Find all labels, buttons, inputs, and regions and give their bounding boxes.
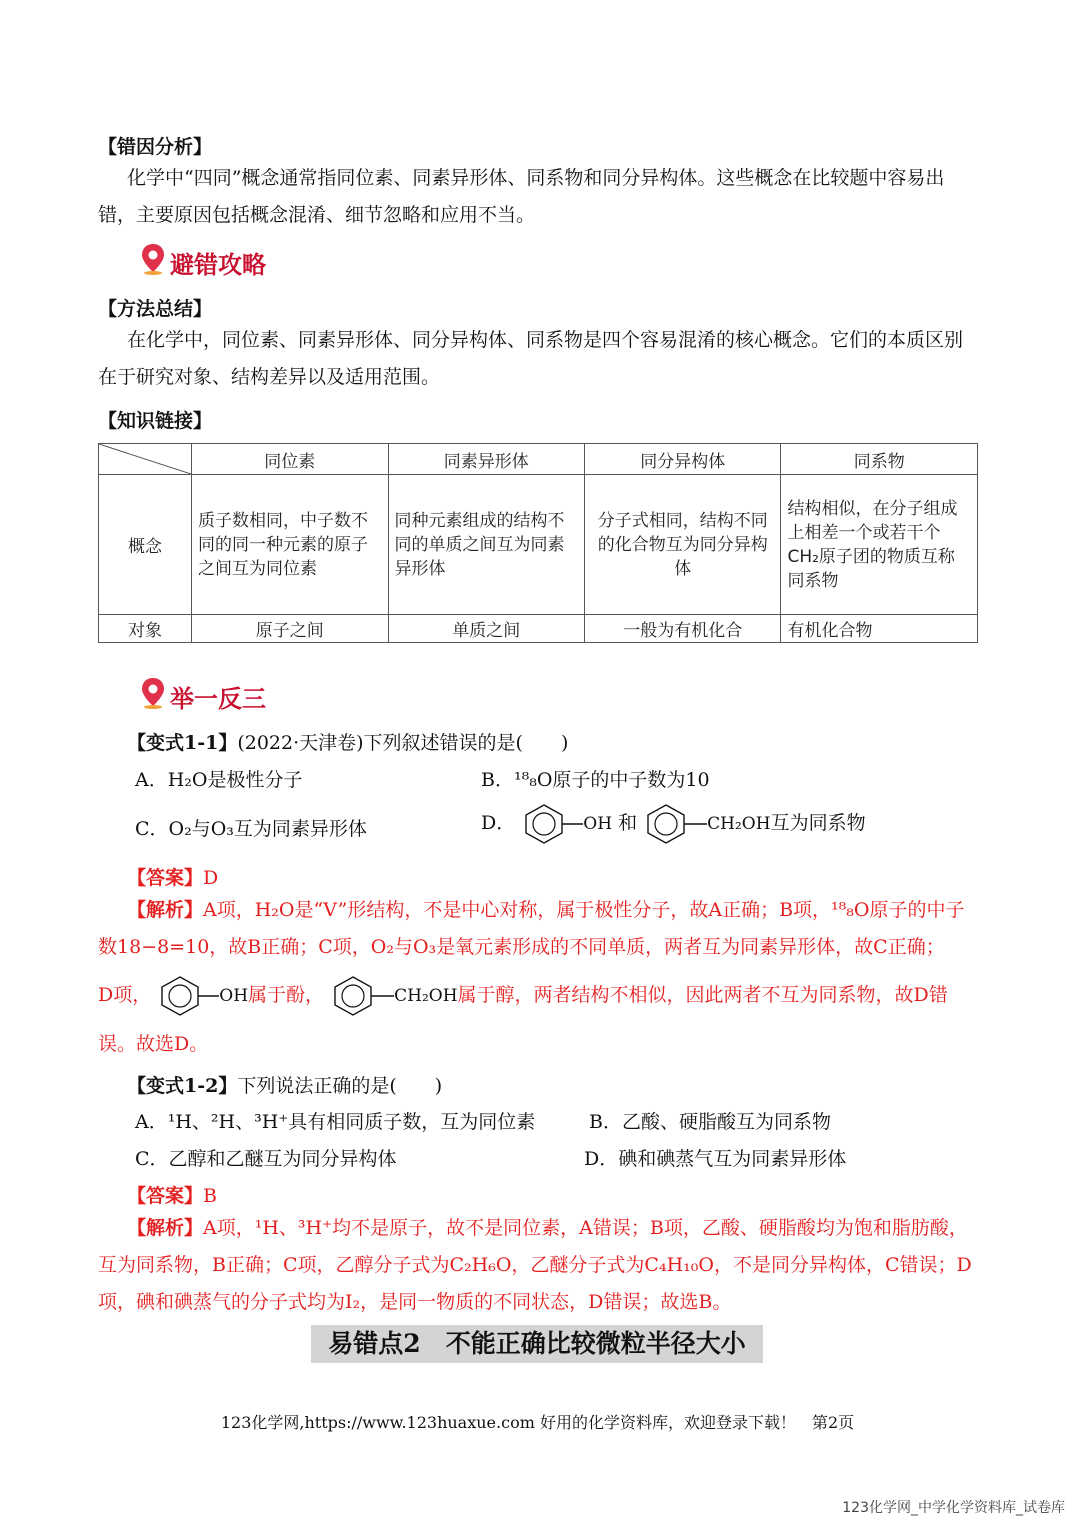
ch2oh-label: CH₂OH <box>707 814 771 834</box>
q2-stem: 【变式1-2】下列说法正确的是( ) <box>127 1075 443 1097</box>
table-corner-cell <box>99 444 192 475</box>
table-header: 同素异形体 <box>388 444 584 475</box>
concept-table <box>98 443 978 643</box>
q2-answer: 【答案】B <box>127 1185 217 1207</box>
error-analysis-heading: 【错因分析】 <box>98 136 213 158</box>
phenol-structure <box>521 802 583 846</box>
knowledge-link-heading: 【知识链接】 <box>98 410 213 432</box>
table-cell: 一般为有机化合 <box>584 615 781 643</box>
table-cell: 分子式相同，结构不同的化合物互为同分异构体 <box>584 475 781 615</box>
benzyl-alcohol-structure <box>330 974 394 1018</box>
method-summary-heading: 【方法总结】 <box>98 298 213 320</box>
section-banner: 易错点2 不能正确比较微粒半径大小 <box>311 1325 763 1363</box>
error-analysis-text: 化学中“四同”概念通常指同位素、同素异形体、同系物和同分异构体。这些概念在比较题中容易出错，主要原因包括概念混淆、细节忽略和应用不当。 <box>98 167 945 226</box>
table-cell: 质子数相同，中子数不同的同一种元素的原子之间互为同位素 <box>192 475 389 615</box>
page-footer: 123化学网,https://www.123huaxue.com 好用的化学资料库，欢迎登录下载！ 第2页 <box>220 1413 855 1432</box>
location-pin-icon <box>140 243 166 275</box>
q2-analysis: 【解析】A项，¹H、³H⁺均不是原子，故不是同位素，A错误；B项，乙酸、硬脂酸均为饱和脂肪酸，互为同系物，B正确；C项，乙醇分子式为C₂H₆O，乙醚分子式为C₄H₁₀O，不是同分异构体，C错误；D项，碘和碘蒸气的分子式均为I₂，是同一物质的不同状态，D错误；故选B。 <box>98 1217 972 1313</box>
table-header: 同分异构体 <box>584 444 781 475</box>
table-row-label: 概念 <box>99 475 192 615</box>
watermark: 123化学网_中学化学资料库_试卷库 <box>842 1500 1065 1516</box>
location-pin-icon <box>140 677 166 709</box>
q1-stem: 【变式1-1】(2022·天津卷)下列叙述错误的是( ) <box>127 732 569 754</box>
table-cell: 有机化合物 <box>781 615 978 643</box>
table-header: 同位素 <box>192 444 389 475</box>
table-cell: 单质之间 <box>388 615 584 643</box>
q1-analysis-d: D项， OH属于酚， CH₂OH属于醇，两者结构不相似，因此两者不互为同系物，故D错误。故选D。 <box>98 971 978 1068</box>
avoid-strategy-title: 避错攻略 <box>170 251 266 279</box>
benzyl-alcohol-structure <box>643 802 707 846</box>
q1-analysis: 【解析】A项，H₂O是“V”形结构，不是中心对称，属于极性分子，故A正确；B项，¹⁸₈O原子的中子数18−8=10，故B正确；C项，O₂与O₃是氧元素形成的不同单质，两者互为同素异形体，故C正确； <box>98 899 965 958</box>
q1-option-c: C．O₂与O₃互为同素异形体 <box>135 818 367 840</box>
q1-option-a: A．H₂O是极性分子 <box>135 769 303 791</box>
phenol-structure <box>157 974 219 1018</box>
q2-option-c: C．乙醇和乙醚互为同分异构体 <box>135 1148 397 1170</box>
table-cell: 结构相似，在分子组成上相差一个或若干个CH₂原子团的物质互称同系物 <box>781 475 978 615</box>
q2-option-b: B．乙酸、硬脂酸互为同系物 <box>589 1111 831 1133</box>
table-row-label: 对象 <box>99 615 192 643</box>
table-header: 同系物 <box>781 444 978 475</box>
practice-title: 举一反三 <box>170 685 266 713</box>
table-cell: 同种元素组成的结构不同的单质之间互为同素异形体 <box>388 475 584 615</box>
ch2oh-label: CH₂OH <box>394 986 458 1006</box>
q2-option-d: D．碘和碘蒸气互为同素异形体 <box>584 1148 847 1170</box>
method-summary-text: 在化学中，同位素、同素异形体、同分异构体、同系物是四个容易混淆的核心概念。它们的本质区别在于研究对象、结构差异以及适用范围。 <box>98 329 964 388</box>
table-cell: 原子之间 <box>192 615 389 643</box>
hydroxyl-label: OH <box>583 814 613 834</box>
q2-option-a: A．¹H、²H、³H⁺具有相同质子数，互为同位素 <box>135 1111 536 1133</box>
q1-option-d: D． OH 和 CH₂OH互为同系物 <box>481 800 866 847</box>
hydroxyl-label: OH <box>219 986 249 1006</box>
q1-answer: 【答案】D <box>127 867 219 889</box>
q1-option-b: B．¹⁸₈O原子的中子数为10 <box>481 769 710 791</box>
